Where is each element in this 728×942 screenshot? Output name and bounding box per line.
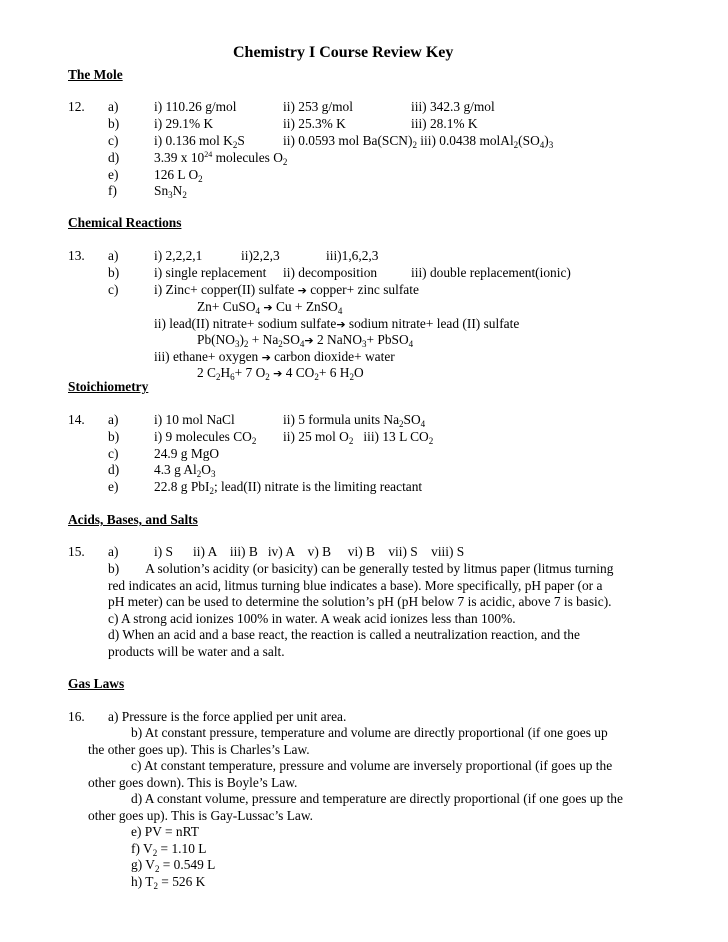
item-label: c) [108,446,119,461]
arrow-icon: ➔ [263,301,273,314]
section-heading-gas-laws: Gas Laws [68,676,125,691]
answer-text: ii) 0.0593 mol $Ba(SCN)_2$ iii) 0.0438 $molAl_2(SO_4)_3$ [283,133,554,150]
item-label: e) [108,479,119,494]
equation: 2 $C_2H_6+ 7$ $O_2$ ➔ 4 $CO_2+ 6$ $H_2O$ [197,365,364,382]
answer-text: ii) lead(II) nitrate+ sodium sulfate➔ sodium nitrate+ lead (II) sulfate [154,316,520,331]
question-number: 12. [68,99,85,114]
arrow-icon: ➔ [273,367,283,380]
section-heading-acids: Acids, Bases, and Salts [68,512,198,527]
section-heading-mole: The Mole [68,67,123,82]
answer-text: i) 29.1% K [154,116,214,131]
arrow-icon: ➔ [261,351,271,364]
answer-text: i) 0.136 mol $K_2S$ [154,133,245,150]
section-heading-reactions: Chemical Reactions [68,215,182,230]
answer-text: ii) 25.3% K [283,116,346,131]
answer-text: i) Zinc+ copper(II) sulfate ➔ copper+ zinc sulfate [154,282,419,297]
paragraph-line: red indicates an acid, litmus turning blue indicates a base). More specifically, pH paper (or a [108,578,603,593]
answer-text: e) PV = nRT [131,824,199,839]
answer-text: i) 9 molecules $CO_2$ [154,429,257,446]
paragraph-line: pH meter) can be used to determine the solution’s pH (pH below 7 is acidic, above 7 is basic). [108,594,612,609]
arrow-icon: ➔ [304,334,314,347]
paragraph-line: d) A constant volume, pressure and temperature are directly proportional (if one goes up the [131,791,623,806]
answer-text: ii) 25 mol $O_2$ iii) 13 L $CO_2$ [283,429,434,446]
question-number: 16. [68,709,85,724]
item-label: a) [108,99,119,114]
answer-text: g) $V_2 = 0.549$ L [131,857,216,874]
answer-text: 24.9 g MgO [154,446,220,461]
answer-text: 3.39 x $10^{24}$ molecules $O_2$ [154,150,288,167]
equation: Zn+ CuSO$_4$ ➔ Cu + ZnSO$_4$ [197,299,343,316]
item-label: c) [108,133,119,148]
paragraph-line: the other goes up). This is Charles’s Law. [88,742,310,757]
item-label: b) [108,116,120,131]
paragraph-line: b) At constant pressure, temperature and volume are directly proportional (if one goes up [131,725,608,740]
page-title: Chemistry I Course Review Key [233,44,454,61]
item-label: f) [108,183,117,198]
paragraph-line: products will be water and a salt. [108,644,285,659]
item-label: c) [108,282,119,297]
answer-text: 126 L $O_2$ [154,167,203,184]
section-heading-stoichiometry: Stoichiometry [68,379,149,394]
arrow-icon: ➔ [336,318,346,331]
paragraph-line: c) At constant temperature, pressure and volume are inversely proportional (if goes up the [131,758,613,773]
answer-text: $Sn_3N_2$ [154,183,187,200]
answer-text: iii)1,6,2,3 [326,248,379,263]
paragraph-line: c) A strong acid ionizes 100% in water. A weak acid ionizes less than 100%. [108,611,516,626]
arrow-icon: ➔ [297,284,307,297]
paragraph-line: other goes up). This is Gay-Lussac’s Law. [88,808,313,823]
answer-text: i) 10 mol NaCl [154,412,235,427]
answer-text: ii) 253 g/mol [283,99,353,114]
answer-text: 22.8 g PbI$_2$; lead(II) nitrate is the limiting reactant [154,479,423,496]
paragraph-line: other goes down). This is Boyle’s Law. [88,775,298,790]
answer-text: f) $V_2 = 1.10$ L [131,841,207,858]
question-number: 15. [68,544,85,559]
item-label: a) [108,412,119,427]
item-label: e) [108,167,119,182]
question-number: 14. [68,412,85,427]
answer-text: i) S ii) A iii) B iv) A v) B vi) B vii) S viii) S [154,544,465,559]
answer-text: iii) double replacement(ionic) [411,265,571,280]
answer-text: i) single replacement [154,265,267,280]
answer-text: iii) 342.3 g/mol [411,99,495,114]
item-label: b) [108,429,120,444]
answer-text: ii) decomposition [283,265,378,280]
question-number: 13. [68,248,85,263]
paragraph-line: d) When an acid and a base react, the reaction is called a neutralization reaction, and the [108,627,580,642]
answer-text: i) 2,2,2,1 [154,248,203,263]
item-label: b) [108,265,120,280]
answer-text: ii)2,2,3 [241,248,280,263]
answer-text: ii) 5 formula units $Na_2SO_4$ [283,412,426,429]
answer-text: i) 110.26 g/mol [154,99,237,114]
item-label: d) [108,150,120,165]
item-label: a) [108,544,119,559]
paragraph-line: b) A solution’s acidity (or basicity) can be generally tested by litmus paper (litmus turning [108,561,614,576]
answer-text: h) $T_2 = 526$ K [131,874,206,891]
answer-text: 4.3 g $Al_2O_3$ [154,462,216,479]
answer-text: iii) 28.1% K [411,116,478,131]
item-label: d) [108,462,120,477]
answer-text: iii) ethane+ oxygen ➔ carbon dioxide+ water [154,349,395,364]
paragraph-line: a) Pressure is the force applied per unit area. [108,709,347,724]
equation: $Pb(NO_3)_2$ + $Na_2SO_4➔$ 2 NaNO$_3$+ PbSO$_4$ [197,332,414,349]
item-label: a) [108,248,119,263]
